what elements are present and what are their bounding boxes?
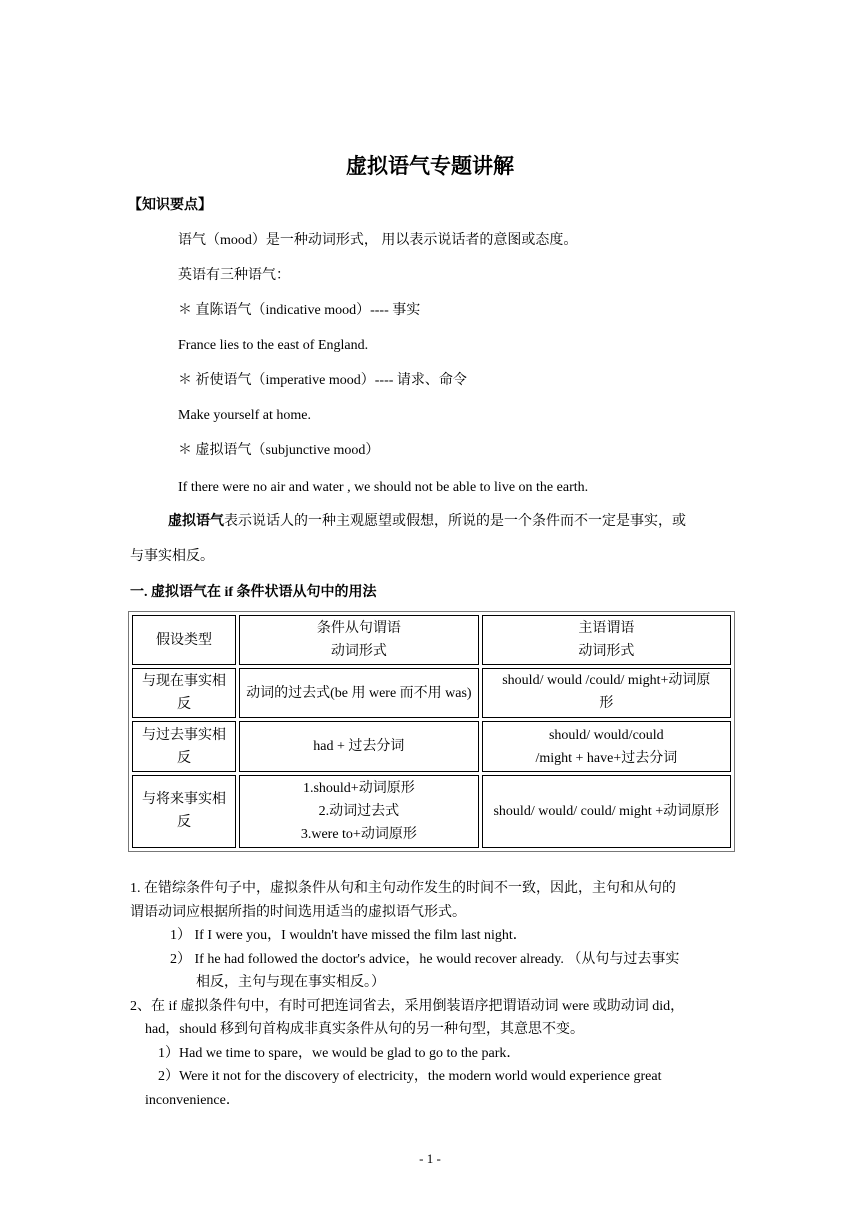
note1-line2: 谓语动词应根据所指的时间选用适当的虚拟语气形式。: [130, 905, 466, 920]
page-number: - 1 -: [419, 1151, 441, 1166]
note1-line1: 1. 在错综条件句子中，虚拟条件从句和主句动作发生的时间不一致，因此，主句和从句的: [130, 881, 676, 896]
note2-line2: had，should 移到句首构成非真实条件从句的另一种句型，其意思不变。: [145, 1022, 585, 1037]
section-header: 【知识要点】: [128, 197, 212, 213]
definition-text: 表示说话人的一种主观愿望或假想，所说的是一个条件而不一定是事实，或: [224, 514, 686, 529]
intro-line: ＊ 直陈语气（indicative mood）---- 事实: [178, 303, 421, 318]
note2-example2-cont: inconvenience．: [145, 1093, 240, 1108]
table-cell: 与过去事实相 反: [132, 721, 236, 771]
table-cell: had + 过去分词: [239, 721, 479, 771]
table-cell: 与将来事实相 反: [132, 775, 236, 848]
note2-example1: 1）Had we time to spare，we would be glad to go to the park．: [158, 1046, 521, 1061]
note2-example2: 2）Were it not for the discovery of electricity，the modern world would experience great: [158, 1069, 662, 1084]
definition-paragraph: [168, 512, 686, 532]
table-row: [132, 775, 731, 848]
table-cell: 动词的过去式(be 用 were 而不用 was): [239, 668, 479, 718]
header-cell: 条件从句谓语 动词形式: [239, 615, 479, 665]
table-row: [132, 668, 731, 718]
table-cell: should/ would/could /might + have+过去分词: [482, 721, 731, 771]
intro-line: 英语有三种语气：: [178, 268, 290, 283]
note1-example2-cont: 相反，主句与现在事实相反。）: [196, 975, 385, 990]
definition-line2: 与事实相反。: [130, 549, 214, 564]
table-cell: 1.should+动词原形 2.动词过去式 3.were to+动词原形: [239, 775, 479, 848]
definition-term: 虚拟语气: [168, 514, 224, 529]
intro-line: ＊ 祈使语气（imperative mood）---- 请求、命令: [178, 373, 467, 388]
subjunctive-table: [128, 611, 735, 852]
header-cell: 主语谓语 动词形式: [482, 615, 731, 665]
intro-line: 语气（mood）是一种动词形式， 用以表示说话者的意图或态度。: [178, 233, 578, 248]
page-title: 虚拟语气专题讲解: [346, 154, 514, 178]
table-cell: should/ would/ could/ might +动词原形: [482, 775, 731, 848]
table-row: [132, 721, 731, 771]
intro-line: Make yourself at home.: [178, 408, 311, 423]
table-cell: 与现在事实相 反: [132, 668, 236, 718]
table-header-row: [132, 615, 731, 665]
table-cell: should/ would /could/ might+动词原 形: [482, 668, 731, 718]
intro-line: If there were no air and water , we should not be able to live on the earth.: [178, 480, 589, 495]
section1-title: 一. 虚拟语气在 if 条件状语从句中的用法: [130, 585, 377, 600]
intro-line: France lies to the east of England.: [178, 338, 369, 353]
note2-line1: 2、在 if 虚拟条件句中，有时可把连词省去，采用倒装语序把谓语动词 were 或助动词 did，: [130, 999, 685, 1014]
intro-line: ＊ 虚拟语气（subjunctive mood）: [178, 443, 380, 458]
header-cell: 假设类型: [132, 615, 236, 665]
note1-example1: 1） If I were you，I wouldn't have missed the film last night．: [170, 928, 527, 943]
note1-example2: 2） If he had followed the doctor's advice，he would recover already. （从句与过去事实: [170, 952, 680, 967]
